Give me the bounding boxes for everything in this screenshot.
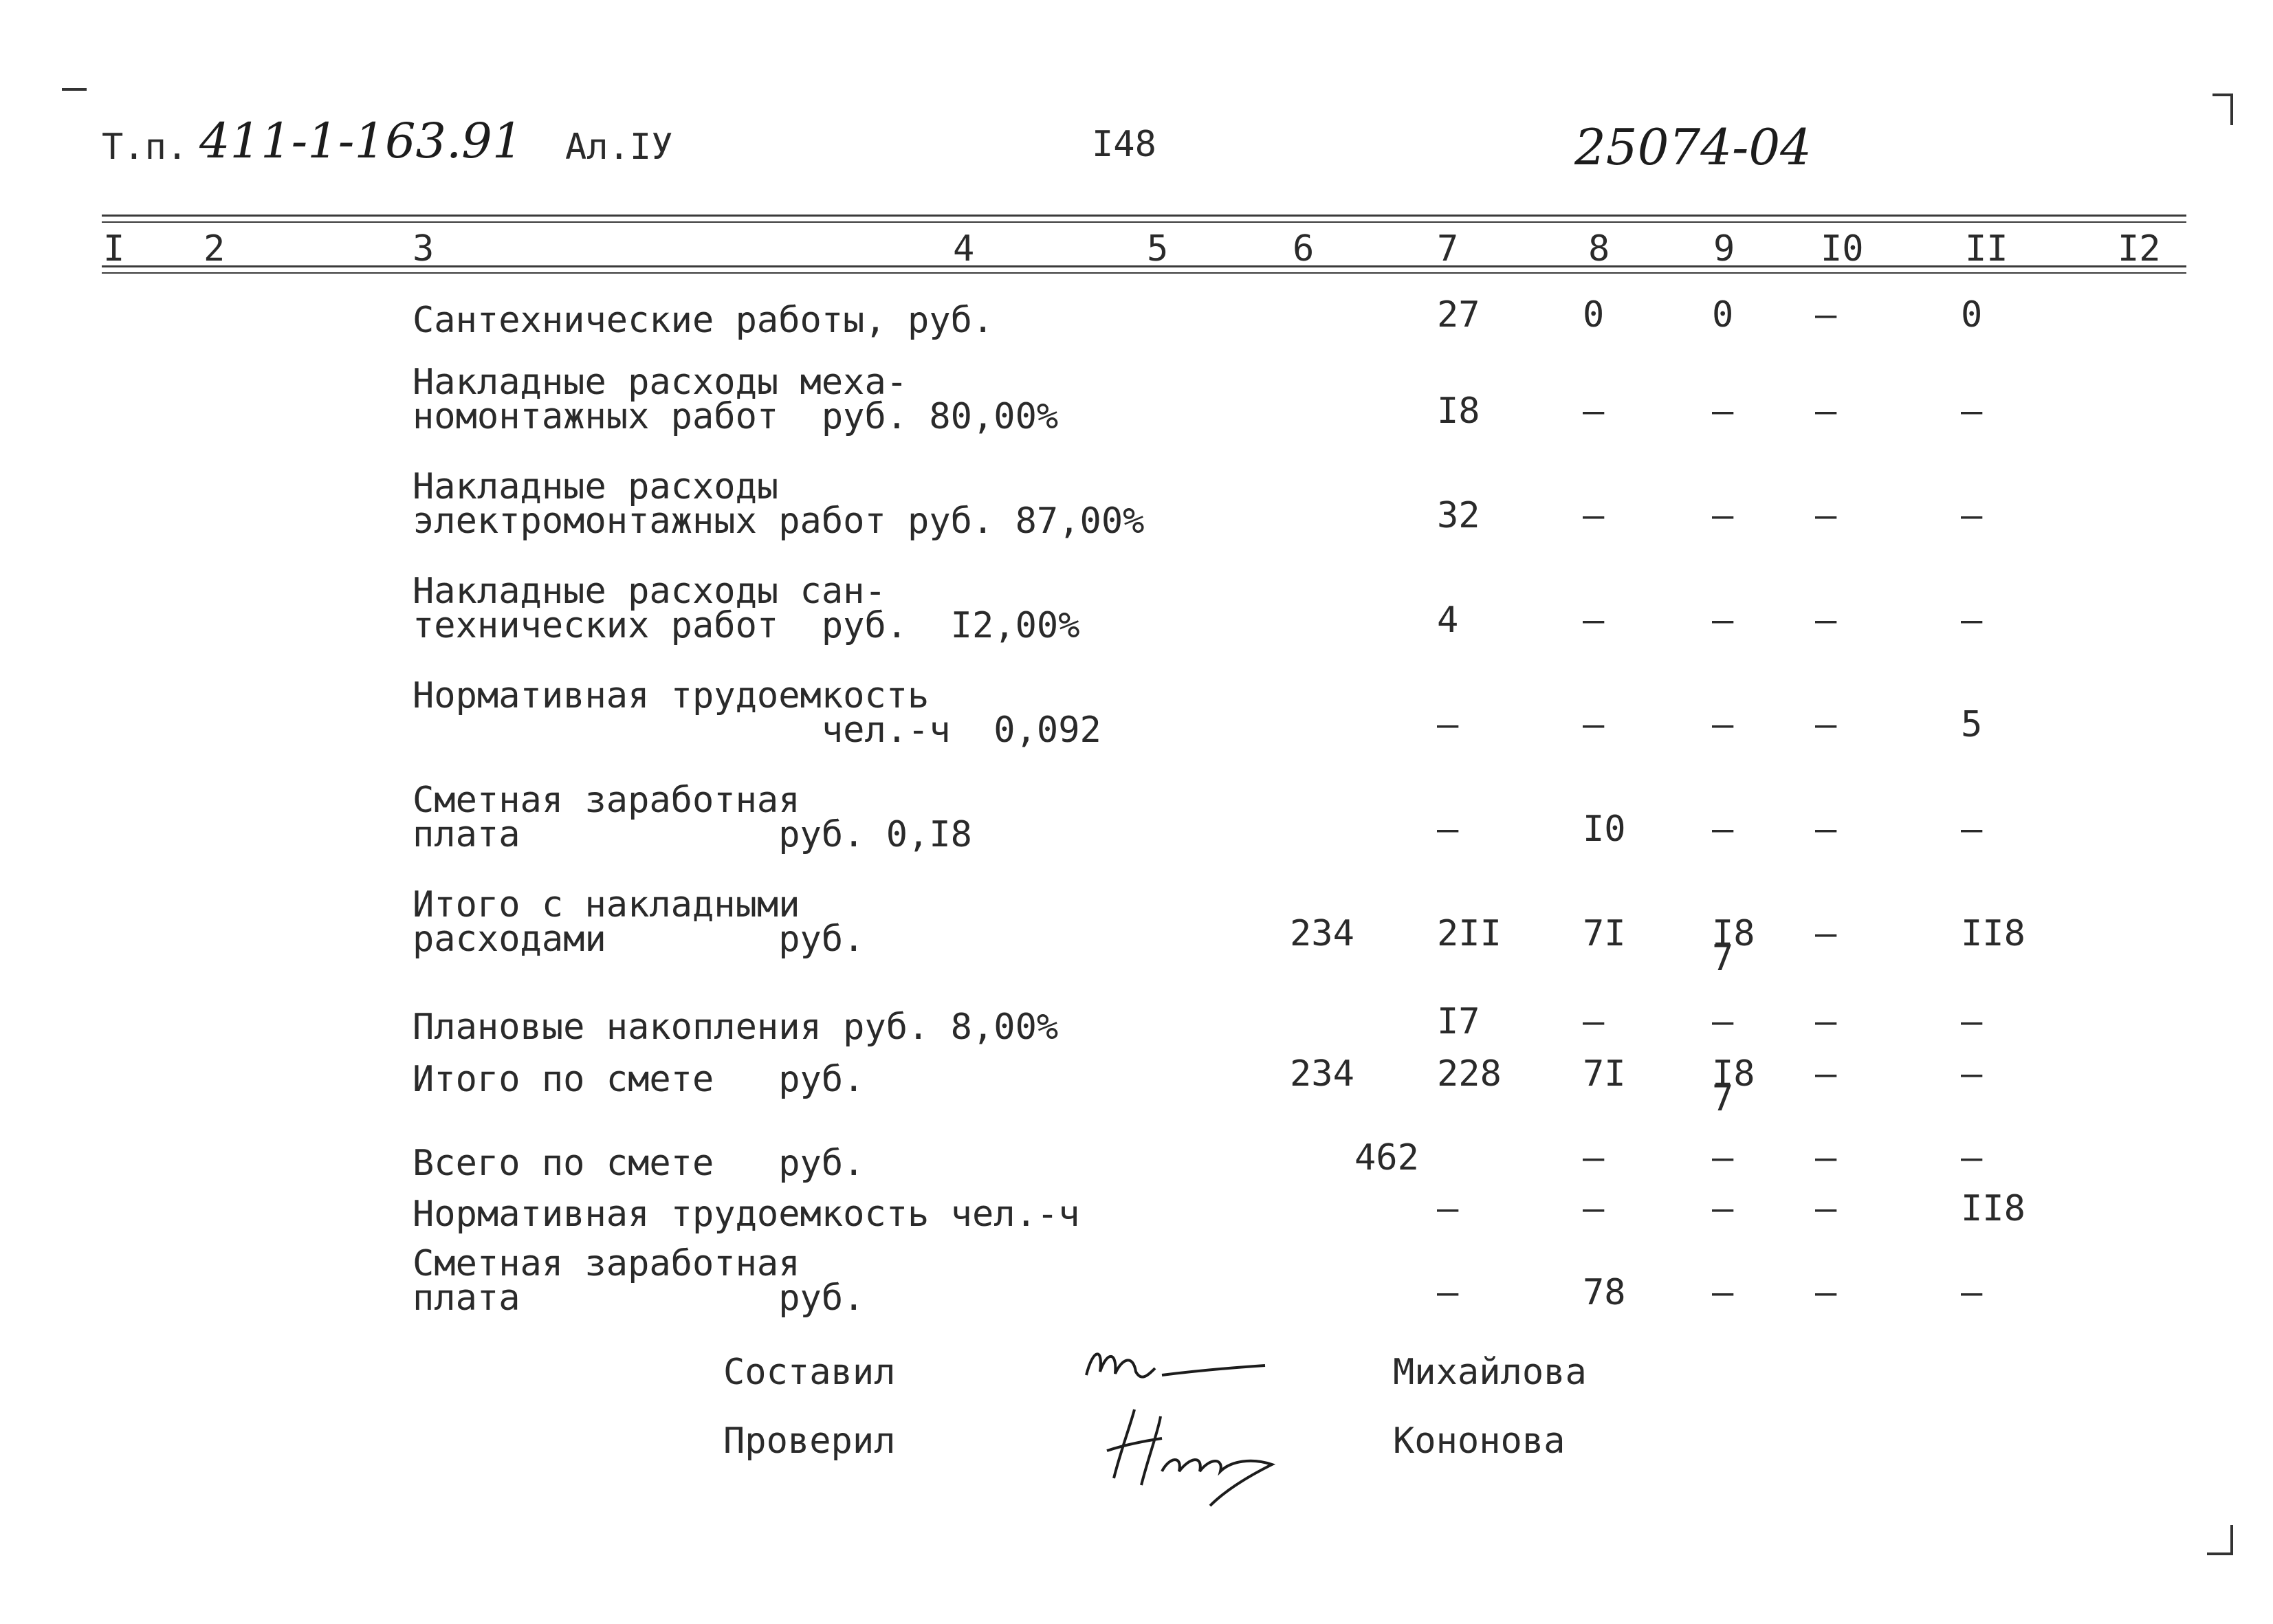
cell-col-6: 234 — [1290, 1053, 1354, 1095]
cell-col-8: 7I — [1583, 913, 1626, 954]
cell-col-9: I8 7 — [1712, 913, 1755, 980]
column-number: II — [1965, 228, 2008, 270]
column-number: 6 — [1293, 228, 1315, 270]
column-header-top-rule-2 — [102, 221, 2186, 223]
row-description: номонтажных работ руб. 80,00% — [413, 396, 1059, 437]
column-number: I — [103, 228, 125, 270]
cell-col-10: – — [1815, 294, 1837, 336]
row-description: Нормативная трудоемкость чел.-ч — [413, 1194, 1080, 1235]
cell-col-10: – — [1815, 809, 1837, 850]
row-description: электромонтажных работ руб. 87,00% — [413, 501, 1145, 542]
cell-col-9: – — [1712, 495, 1734, 536]
cell-col-10: – — [1815, 1137, 1837, 1178]
corner-mark-bottom-right-vertical — [2230, 1525, 2233, 1555]
cell-col-9: – — [1712, 1001, 1734, 1042]
project-number-handwritten: 411-1-163.91 — [199, 113, 523, 169]
cell-col-11: – — [1961, 809, 1983, 850]
column-number: 4 — [953, 228, 975, 270]
cell-col-8: 78 — [1583, 1272, 1626, 1313]
cell-col-11: 0 — [1961, 294, 1983, 336]
doc-prefix: Т.п. — [102, 127, 188, 168]
cell-col-11: – — [1961, 1272, 1983, 1313]
cell-col-11: II8 — [1961, 913, 2025, 954]
cell-col-8: 7I — [1583, 1053, 1626, 1095]
cell-col-11: – — [1961, 600, 1983, 641]
cell-col-11: – — [1961, 1137, 1983, 1178]
row-description: Накладные расходы меха- — [413, 362, 908, 403]
cell-col-8: – — [1583, 704, 1605, 745]
cell-col-8: – — [1583, 1001, 1605, 1042]
cell-col-9: – — [1712, 391, 1734, 432]
cell-col-8: – — [1583, 600, 1605, 641]
cell-col-10: – — [1815, 495, 1837, 536]
row-description: плата руб. — [413, 1277, 865, 1319]
cell-col-9: – — [1712, 1137, 1734, 1178]
cell-col-7: I8 — [1437, 391, 1480, 432]
cell-col-10: – — [1815, 1272, 1837, 1313]
cell-col-7: – — [1437, 809, 1459, 850]
corner-mark-top-right — [2212, 94, 2232, 96]
cell-col-8: – — [1583, 1137, 1605, 1178]
cell-col-9: – — [1712, 600, 1734, 641]
cell-col-10: – — [1815, 600, 1837, 641]
column-number: I2 — [2118, 228, 2161, 270]
corner-mark-bottom-right — [2207, 1552, 2232, 1555]
cell-col-7: 27 — [1437, 294, 1480, 336]
column-number: I0 — [1821, 228, 1864, 270]
cell-col-11: – — [1961, 391, 1983, 432]
row-description: Накладные расходы — [413, 466, 779, 507]
row-description: Накладные расходы сан- — [413, 571, 886, 612]
cell-col-8: 0 — [1583, 294, 1605, 336]
checked-by-label: Проверил — [723, 1420, 896, 1462]
cell-col-10: – — [1815, 391, 1837, 432]
cell-col-11: 5 — [1961, 704, 1983, 745]
cell-col-7: 228 — [1437, 1053, 1502, 1095]
cell-col-9: – — [1712, 1188, 1734, 1229]
column-header-top-rule — [102, 215, 2186, 217]
cell-col-11: – — [1961, 1053, 1983, 1095]
column-number: 2 — [204, 228, 226, 270]
column-number: 5 — [1147, 228, 1169, 270]
row-description: технических работ руб. I2,00% — [413, 605, 1080, 646]
cell-col-7: 2II — [1437, 913, 1502, 954]
column-number: 7 — [1437, 228, 1459, 270]
column-header-bottom-rule-2 — [102, 272, 2186, 274]
signature-compiler — [1073, 1334, 1293, 1403]
row-description: Всего по смете руб. — [413, 1143, 865, 1184]
cell-col-9: – — [1712, 809, 1734, 850]
checked-by-name: Кононова — [1393, 1420, 1566, 1462]
cell-col-7: 4 — [1437, 600, 1459, 641]
row-description: Итого по смете руб. — [413, 1059, 865, 1100]
cell-col-7: – — [1437, 1272, 1459, 1313]
cell-col-8: – — [1583, 1188, 1605, 1229]
compiled-by-label: Составил — [723, 1352, 896, 1393]
cell-col-7: – — [1437, 1188, 1459, 1229]
cell-col-8: – — [1583, 495, 1605, 536]
cell-col-6: 234 — [1290, 913, 1354, 954]
cell-col-11: II8 — [1961, 1188, 2025, 1229]
row-description: расходами руб. — [413, 919, 865, 960]
column-number: 9 — [1713, 228, 1735, 270]
document-number-handwritten: 25074-04 — [1574, 118, 1812, 176]
cell-col-11: – — [1961, 495, 1983, 536]
row-description: Сметная заработная — [413, 780, 800, 821]
cell-col-7: 32 — [1437, 495, 1480, 536]
corner-mark-top-left — [62, 88, 87, 91]
cell-col-7: I7 — [1437, 1001, 1480, 1042]
cell-col-6: 462 — [1354, 1137, 1419, 1178]
compiled-by-name: Михайлова — [1393, 1352, 1587, 1393]
cell-col-10: – — [1815, 704, 1837, 745]
row-description: Плановые накопления руб. 8,00% — [413, 1007, 1059, 1048]
cell-col-10: – — [1815, 1188, 1837, 1229]
cell-col-7: – — [1437, 704, 1459, 745]
row-description: Итого с накладными — [413, 884, 800, 925]
cell-col-9: 0 — [1712, 294, 1734, 336]
cell-col-9: – — [1712, 704, 1734, 745]
row-description: Нормативная трудоемкость — [413, 675, 930, 716]
row-description: Сантехнические работы, руб. — [413, 300, 994, 341]
cell-col-9: – — [1712, 1272, 1734, 1313]
cell-col-10: – — [1815, 1053, 1837, 1095]
row-description: чел.-ч 0,092 — [413, 710, 1101, 751]
cell-col-8: I0 — [1583, 809, 1626, 850]
cell-col-10: – — [1815, 1001, 1837, 1042]
corner-mark-top-right-vertical — [2230, 94, 2233, 125]
signature-checker — [1093, 1403, 1313, 1519]
cell-col-8: – — [1583, 391, 1605, 432]
cell-col-9: I8 7 — [1712, 1053, 1755, 1120]
page-number: I48 — [1092, 124, 1156, 165]
cell-col-11: – — [1961, 1001, 1983, 1042]
column-number: 3 — [413, 228, 435, 270]
row-description: плата руб. 0,I8 — [413, 814, 972, 855]
album-label: Ал.IУ — [565, 127, 673, 168]
column-number: 8 — [1588, 228, 1610, 270]
cell-col-10: – — [1815, 913, 1837, 954]
row-description: Сметная заработная — [413, 1243, 800, 1284]
